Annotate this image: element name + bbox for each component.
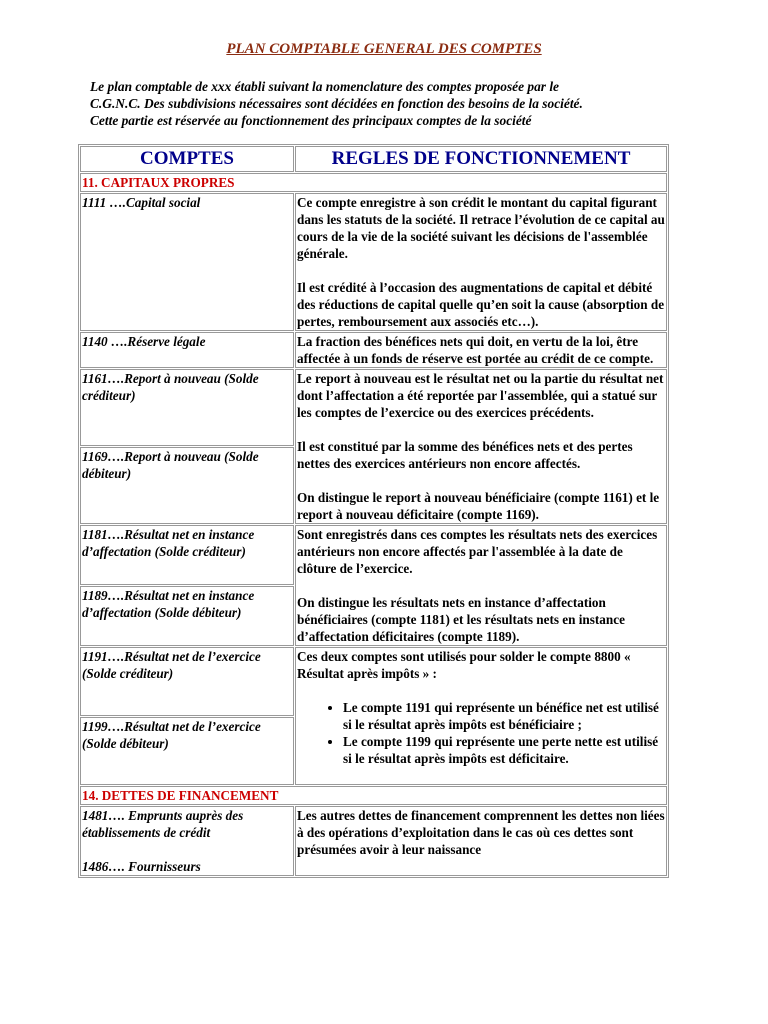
account-label: 1481…. Emprunts auprès des établissements de crédit — [82, 808, 244, 840]
table-row — [80, 193, 667, 331]
section-capitaux-propres: 11. CAPITAUX PROPRES — [80, 173, 667, 192]
table-row — [80, 647, 667, 716]
intro-paragraph — [90, 78, 700, 129]
account-cell: 1199….Résultat net de l’exercice (Solde débiteur) — [80, 717, 294, 786]
rule-text: Il est crédité à l’occasion des augmentations de capital et débité des réductions de capital quelle qu’en soit la cause (absorption de pertes, remboursement aux associés etc…). — [297, 280, 665, 329]
rule-text: Les autres dettes de financement comprennent les dettes non liées à des opérations d’exploitation dans le cas où ces dettes sont présumées avoir à leur naissance — [297, 808, 665, 857]
section-row — [80, 173, 667, 192]
account-cell: 1189….Résultat net en instance d’affectation (Solde débiteur) — [80, 586, 294, 646]
rule-text: Ce compte enregistre à son crédit le montant du capital figurant dans les statuts de la société. Il retrace l’évolution de ce capital au cours de la vie de la société suivant les décisions de l'assemblée générale. — [297, 195, 665, 261]
rule-text: Sont enregistrés dans ces comptes les résultats nets des exercices antérieurs non encore affectés par l'assemblée à la date de clôture de l’exercice. — [297, 527, 658, 576]
account-cell: 1169….Report à nouveau (Solde débiteur) — [80, 447, 294, 524]
rule-bullet-list — [297, 699, 665, 767]
header-comptes: COMPTES — [80, 146, 294, 172]
accounts-table — [78, 144, 669, 878]
account-cell — [80, 806, 294, 876]
rule-cell — [295, 525, 667, 646]
account-cell: 1181….Résultat net en instance d’affectation (Solde créditeur) — [80, 525, 294, 585]
account-cell: 1161….Report à nouveau (Solde créditeur) — [80, 369, 294, 446]
list-item: • Le compte 1199 qui représente une perte nette est utilisé si le résultat après impôts est déficitaire. — [343, 733, 665, 767]
account-label: 1486…. Fournisseurs — [82, 859, 201, 874]
account-cell: 1191….Résultat net de l’exercice (Solde créditeur) — [80, 647, 294, 716]
intro-line: C.G.N.C. Des subdivisions nécessaires sont décidées en fonction des besoins de la société. — [90, 96, 583, 111]
table-row — [80, 369, 667, 446]
section-row — [80, 786, 667, 805]
account-cell: 1140 ….Réserve légale — [80, 332, 294, 368]
rule-text: La fraction des bénéfices nets qui doit, en vertu de la loi, être affectée à un fonds de réserve est portée au crédit de ce compte. — [297, 334, 654, 366]
rule-cell — [295, 806, 667, 876]
rule-cell — [295, 193, 667, 331]
intro-line: Le plan comptable de xxx établi suivant la nomenclature des comptes proposée par le — [90, 79, 560, 94]
table-header-row — [80, 146, 667, 172]
spacer — [82, 841, 292, 858]
account-cell: 1111 ….Capital social — [80, 193, 294, 331]
table-row — [80, 806, 667, 876]
rule-cell — [295, 369, 667, 524]
table-row — [80, 525, 667, 585]
intro-line: Cette partie est réservée au fonctionnement des principaux comptes de la société — [90, 113, 532, 128]
table-row — [80, 332, 667, 368]
header-regles: REGLES DE FONCTIONNEMENT — [295, 146, 667, 172]
rule-text: Il est constitué par la somme des bénéfices nets et des pertes nettes des exercices antérieurs non encore affectés. — [297, 439, 633, 471]
rule-text: Ces deux comptes sont utilisés pour solder le compte 8800 « Résultat après impôts » : — [297, 649, 631, 681]
rule-text: On distingue le report à nouveau bénéficiaire (compte 1161) et le report à nouveau déficitaire (compte 1169). — [297, 490, 660, 522]
rule-text: On distingue les résultats nets en instance d’affectation bénéficiaires (compte 1181) et les résultats nets en instance d’affectation déficitaires (compte 1189). — [297, 595, 625, 644]
section-dettes-financement: 14. DETTES DE FINANCEMENT — [80, 786, 667, 805]
page-title: PLAN COMPTABLE GENERAL DES COMPTES — [226, 41, 542, 57]
rule-cell — [295, 332, 667, 368]
list-item: • Le compte 1191 qui représente un bénéfice net est utilisé si le résultat après impôts est bénéficiaire ; — [343, 699, 665, 733]
rule-cell — [295, 647, 667, 785]
rule-text: Le report à nouveau est le résultat net ou la partie du résultat net dont l’affectation a été reportée par l'assemblée, qui a statué sur les comptes de l’exercice ou des exercices précédents. — [297, 371, 664, 420]
